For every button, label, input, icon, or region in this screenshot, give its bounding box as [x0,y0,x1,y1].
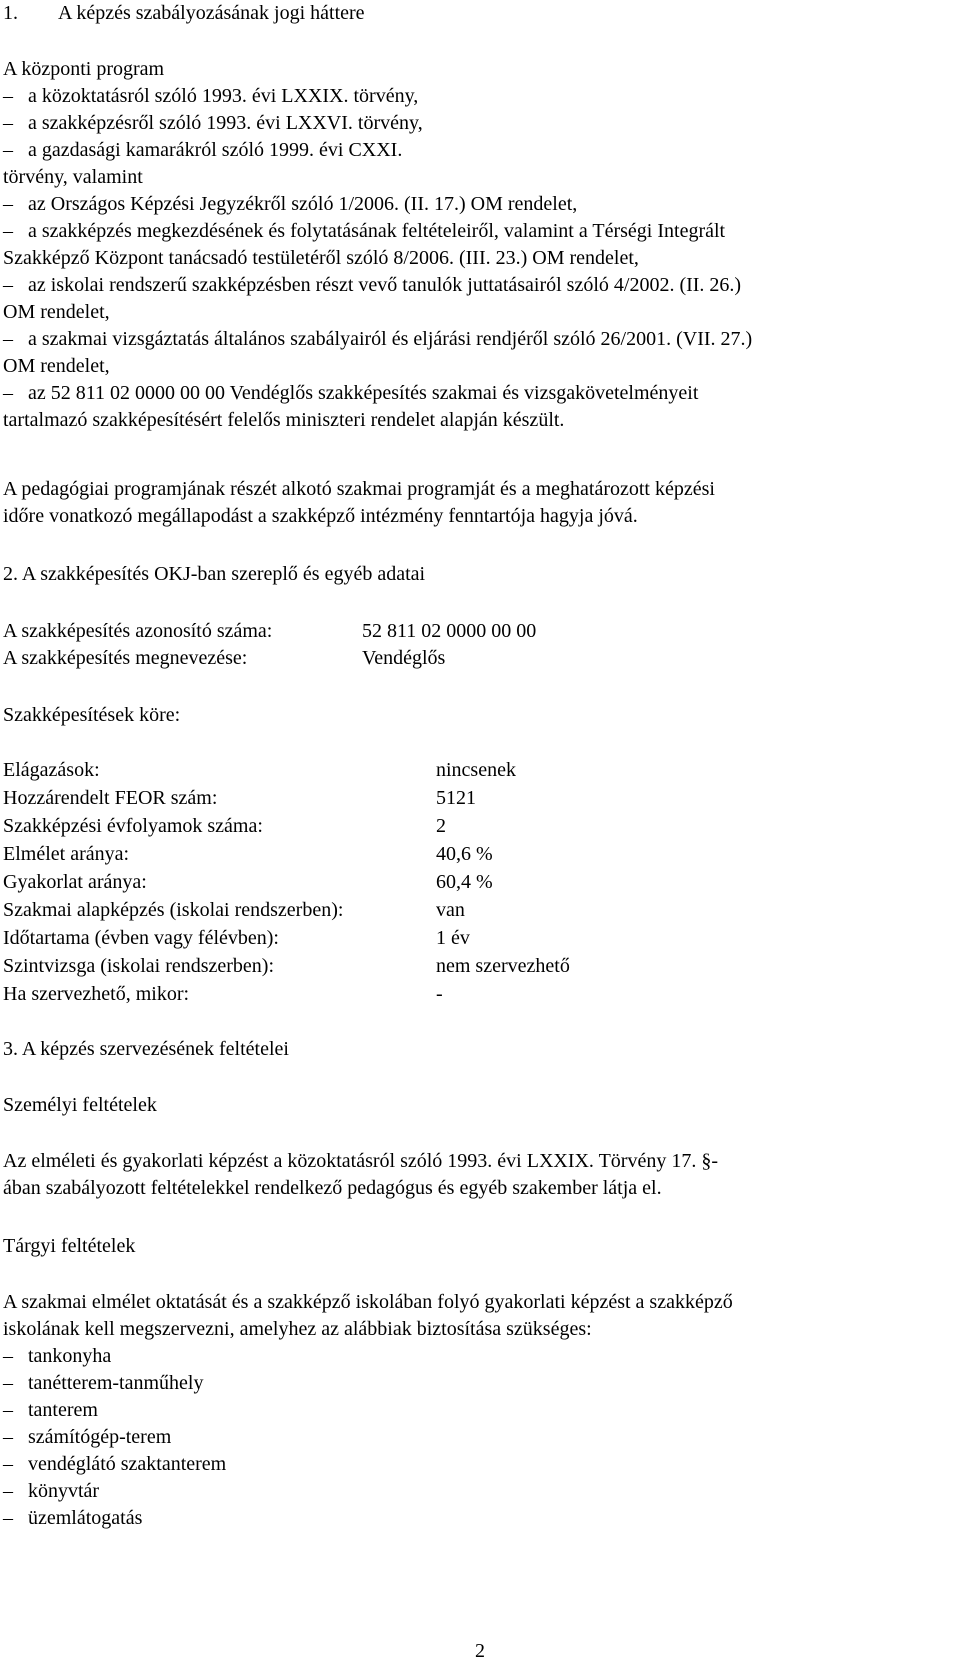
facility-item: – tanétterem-tanműhely [3,1370,733,1397]
section-2-heading: 2. A szakképesítés OKJ-ban szereplő és egyéb adatai [3,563,426,585]
field-value: 40,6 % [436,843,493,865]
paragraph-line: időre vonatkozó megállapodást a szakképző intézmény fenntartója hagyja jóvá. [3,505,638,527]
law-item: – a szakképzés megkezdésének és folytatásának feltételeiről, valamint a Térségi Integrált [3,218,752,245]
section-3-heading: 3. A képzés szervezésének feltételei [3,1038,289,1060]
field-label: A szakképesítés megnevezése: [3,647,248,669]
field-value: nincsenek [436,759,516,781]
field-label: Szakképzési évfolyamok száma: [3,815,263,837]
facility-item: – vendéglátó szaktanterem [3,1451,733,1478]
facility-item: – tanterem [3,1397,733,1424]
field-label: Szakmai alapképzés (iskolai rendszerben): [3,899,344,921]
law-item-continued: törvény, valamint [3,166,143,188]
facility-item: – számítógép-terem [3,1424,733,1451]
field-value: 2 [436,815,446,837]
field-value: 52 811 02 0000 00 00 [362,620,537,642]
paragraph-line: iskolának kell megszervezni, amelyhez az alábbiak biztosítása szükséges: [3,1318,592,1340]
law-item: – az iskolai rendszerű szakképzésben részt vevő tanulók juttatásairól szóló 4/2002. (II. 26.) [3,272,752,299]
field-label: Elágazások: [3,759,100,781]
field-label: Elmélet aránya: [3,843,130,865]
field-value: van [436,899,465,921]
law-item-continued: OM rendelet, [3,301,110,323]
paragraph-line: ában szabályozott feltételekkel rendelkező pedagógus és egyéb szakember látja el. [3,1177,662,1199]
page-number: 2 [475,1640,485,1662]
paragraph-line: Az elméleti és gyakorlati képzést a közoktatásról szóló 1993. évi LXXIX. Törvény 17. §- [3,1150,718,1172]
facility-item: – tankonyha [3,1343,733,1370]
personal-conditions-text [3,1148,718,1202]
law-item: – a szakképzésről szóló 1993. évi LXXVI. törvény, [3,110,752,137]
personal-conditions-heading: Személyi feltételek [3,1094,157,1116]
field-value: 60,4 % [436,871,493,893]
field-value: - [436,983,443,1005]
law-item: – az 52 811 02 0000 00 00 Vendéglős szakképesítés szakmai és vizsgakövetelményeit [3,380,752,407]
field-value: nem szervezhető [436,955,570,977]
paragraph-line: A pedagógiai programjának részét alkotó szakmai programját és a meghatározott képzési [3,478,715,500]
field-label: Időtartama (évben vagy félévben): [3,927,279,949]
law-item-continued: Szakképző Központ tanácsadó testületéről szóló 8/2006. (III. 23.) OM rendelet, [3,247,639,269]
law-item: – a gazdasági kamarákról szóló 1999. évi CXXI. [3,137,752,164]
field-label: Hozzárendelt FEOR szám: [3,787,218,809]
field-value: Vendéglős [362,647,446,669]
section-1-body [3,56,752,434]
law-item: – a szakmai vizsgáztatás általános szabályairól és eljárási rendjéről szóló 26/2001. (VII. 27.) [3,326,752,353]
law-item-continued: OM rendelet, [3,355,110,377]
field-value: 1 év [436,927,470,949]
approval-paragraph [3,476,715,530]
law-item-continued: tartalmazó szakképesítésért felelős miniszteri rendelet alapján készült. [3,409,565,431]
law-item: – a közoktatásról szóló 1993. évi LXXIX. törvény, [3,83,752,110]
section-1-heading: 1. A képzés szabályozásának jogi háttere [3,2,365,24]
material-conditions-text [3,1289,733,1532]
material-conditions-heading: Tárgyi feltételek [3,1235,136,1257]
paragraph-line: A szakmai elmélet oktatását és a szakképző iskolában folyó gyakorlati képzést a szakképző [3,1291,733,1313]
field-label: A szakképesítés azonosító száma: [3,620,273,642]
facility-item: – üzemlátogatás [3,1505,733,1532]
scope-heading: Szakképesítések köre: [3,704,181,726]
law-item: – az Országos Képzési Jegyzékről szóló 1/2006. (II. 17.) OM rendelet, [3,191,752,218]
intro-text: A központi program [3,58,165,80]
field-label: Ha szervezhető, mikor: [3,983,190,1005]
field-label: Gyakorlat aránya: [3,871,147,893]
field-value: 5121 [436,787,476,809]
field-label: Szintvizsga (iskolai rendszerben): [3,955,275,977]
facility-item: – könyvtár [3,1478,733,1505]
